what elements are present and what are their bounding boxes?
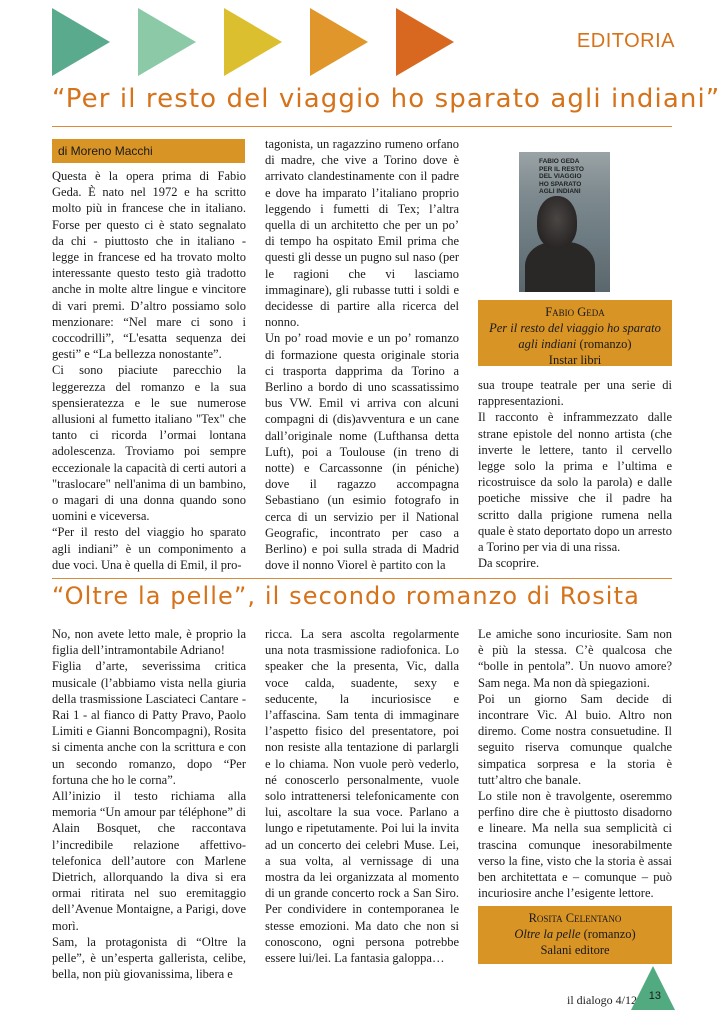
book-cover-image	[519, 152, 610, 292]
article2-title: “Oltre la pelle”, il secondo romanzo di Rosita	[52, 582, 640, 610]
book-publisher: Salani editore	[540, 943, 610, 957]
book-cover-title: FABIO GEDA PER IL RESTO DEL VIAGGIO HO SPARATO AGLI INDIANI	[539, 158, 584, 195]
article2-paragraph: ricca. La sera ascolta regolarmente una nota trasmissione radiofonica. Lo speaker che la presenta, Vic, dalla voce calda, suadente, sexy e seducente, la incuriosisce e l’affascina. Sam tenta di immaginare l’aspetto fisico del presentatore, poi non resiste alla tentazione di parlargli e lo chiama. Non vuole però vederlo, né conoscerlo personalmente, vuole solo intrattenersi telefonicamente con lui, ascoltare la sua voce. Parlano a lungo e ripetutamente. Poi lui la invita ad un concerto dei celebri Muse. Lei, a sua volta, al vernissage di una mostra da lei organizzata al momento di un grande concerto rock a San Siro. Per condividere in contemporanea le stesse emozioni. Ma dato che non si conoscono, ogni persona potrebbe essere lui/lei. La fantasia galoppa…	[265, 627, 459, 966]
article2-paragraph: Poi un giorno Sam decide di incontrare Vic. Al buio. Altro non diremo. Come nostra consuetudine. Il seguito riserva comunque qualche simpatica sorpresa e la storia è tutt’altro che banale.	[478, 691, 672, 787]
header-triangle-4	[310, 8, 368, 76]
article1-paragraph: Da scoprire.	[478, 556, 540, 571]
article1-column-1	[52, 168, 246, 573]
article1-paragraph: “Per il resto del viaggio ho sparato agli indiani” è un componimento a due voci. Una è quella di Emil, il pro-	[52, 525, 246, 572]
article1-column-2	[265, 136, 459, 573]
article2-column-1	[52, 626, 246, 982]
article1-title-rule	[52, 126, 672, 127]
page-number: 13	[648, 990, 661, 1002]
section-tag: EDITORIA	[576, 30, 675, 52]
book-title: Per il resto del viaggio ho sparato agli indiani	[489, 321, 661, 351]
header-triangle-1	[52, 8, 110, 76]
issue-number: 4/12	[615, 993, 637, 1007]
article2-column-2	[265, 626, 459, 966]
article2-book-info	[478, 906, 672, 964]
footer-magazine	[567, 993, 637, 1008]
article2-paragraph: Sam, la protagonista di “Oltre la pelle”, è un’esperta gallerista, celibe, bella, non più giovanissima, libera e	[52, 934, 246, 982]
article1-paragraph: sua troupe teatrale per una serie di rappresentazioni.	[478, 378, 672, 409]
article1-paragraph: Il racconto è inframmezzato dalle strane epistole del nonno artista (che inverte le lettere, tanto il cervello legge solo la prima e l’ultima e ricostruisce da solo la parola) e dalle poetiche missive che il padre ha scritto dalla prigione rumena nella quale è stato deportato dopo un arresto a Torino per via di una rissa.	[478, 410, 672, 555]
article1-paragraph: Un po’ road movie e un po’ romanzo di formazione questa originale storia ci trasporta dapprima da Torino a Berlino a bordo di uno scassatissimo bus VW. Emil vi arriva con alcuni compagni di (dis)avventura e un cane dall’originale nome (Lufthansa detta Luft), poi a Toulouse (in treno di notte) e Carcassonne (in péniche) dove il ragazzo accompagna Sebastiano (un esimio fotografo in cerca di un servizio per il National Geografic, incontrato per caso a Berlino) e poi sulla strada di Madrid dove il nonno Viorel è partito con la	[265, 331, 459, 573]
article1-paragraph: Ci sono piaciute parecchio la leggerezza del romanzo e la sua spensieratezza e le sue numerose allusioni al fumetto italiano "Tex" che tanto ci ricorda l’ormai lontana adolescenza. Troviamo poi sempre eccezionale la capacità di certi autori a "traslocare" nell'anima di un bambino, o magari di una donna quando sono uomini e viceversa.	[52, 363, 246, 524]
article1-book-info	[478, 300, 672, 366]
article2-column-3	[478, 626, 672, 901]
book-author: Rosita Celentano	[528, 911, 622, 925]
article1-column-3	[478, 377, 672, 571]
header-triangle-5	[396, 8, 454, 76]
article1-title: “Per il resto del viaggio ho sparato agli indiani”	[52, 84, 721, 114]
book-cover-figure-face	[537, 196, 577, 248]
book-genre: (romanzo)	[579, 337, 632, 351]
article1-byline: di Moreno Macchi	[52, 139, 245, 163]
book-publisher: Instar libri	[548, 353, 602, 367]
article2-paragraph: Le amiche sono incuriosite. Sam non è più la stessa. C’è qualcosa che “bolle in pentola”. Un nuovo amore? Sam nega. Ma non dà spiegazioni.	[478, 627, 672, 690]
book-genre: (romanzo)	[583, 927, 636, 941]
magazine-name: il dialogo	[566, 993, 613, 1007]
book-title: Oltre la pelle	[514, 927, 581, 941]
article2-paragraph: No, non avete letto male, è proprio la figlia dell’intramontabile Adriano!	[52, 627, 246, 658]
article2-top-rule	[52, 578, 672, 579]
book-cover-figure-body	[525, 242, 595, 292]
page-number-triangle	[631, 966, 675, 1010]
header-triangle-3	[224, 8, 282, 76]
article1-paragraph: tagonista, un ragazzino rumeno orfano di madre, che vive a Torino dove è arrivato clandestinamente con il padre e dove ha imparato l’italiano proprio leggendo i fumetti di Tex; l’altra quella di un architetto che per un po’ di tempo ha ospitato Emil prima che questi gli desse un pugno sul naso (per le ragioni che vi lasciamo immaginare), gli rubasse tutti i soldi e decidesse di partire alla ricerca del nonno.	[265, 137, 459, 330]
book-author: Fabio Geda	[545, 305, 605, 319]
header-triangle-2	[138, 8, 196, 76]
article2-paragraph: Figlia d’arte, severissima critica musicale (l’abbiamo vista nella giuria della trasmissione Lasciateci Cantare - Rai 1 - al fianco di Patty Pravo, Paolo Limiti e Gianni Boncompagni), Rosita si cimenta anche con la scrittura e con un secondo romanzo, dopo “Per fortuna che ho le corna”.	[52, 659, 246, 787]
article2-paragraph: All’inizio il testo richiama alla memoria “Un amour par téléphone” di Alain Bosquet, che raccontava l’incredibile relazione affettivo-telefonica dell’autore con Marlene Dietrich, allorquando la diva si era ormai ritirata nel suo eremitaggio dell’Avenue Montaigne, a Parigi, dove morì.	[52, 789, 246, 933]
article1-paragraph: Questa è la opera prima di Fabio Geda. È nato nel 1972 e ha scritto molto più in francese che in italiano. Forse per questo ci è stato segnalato da chi - piuttosto che in italiano - legge in francese ed ha trovato molto interessante questo testo già tradotto anche in molte altre lingue e vincitore di vari premi. D’altro possiamo solo menzionare: “Nel mare ci sono i coccodrilli”, “L'esatta sequenza dei gesti” e “La bellezza nonostante”.	[52, 169, 246, 362]
article2-paragraph: Lo stile non è travolgente, oseremmo perfino dire che è piuttosto disadorno e lineare. Ma nella sua semplicità ci trascina comunque inesorabilmente verso la fine, visto che la storia è assai ben architettata e – comunque – può incuriosire anche l’esigente lettore.	[478, 789, 672, 901]
